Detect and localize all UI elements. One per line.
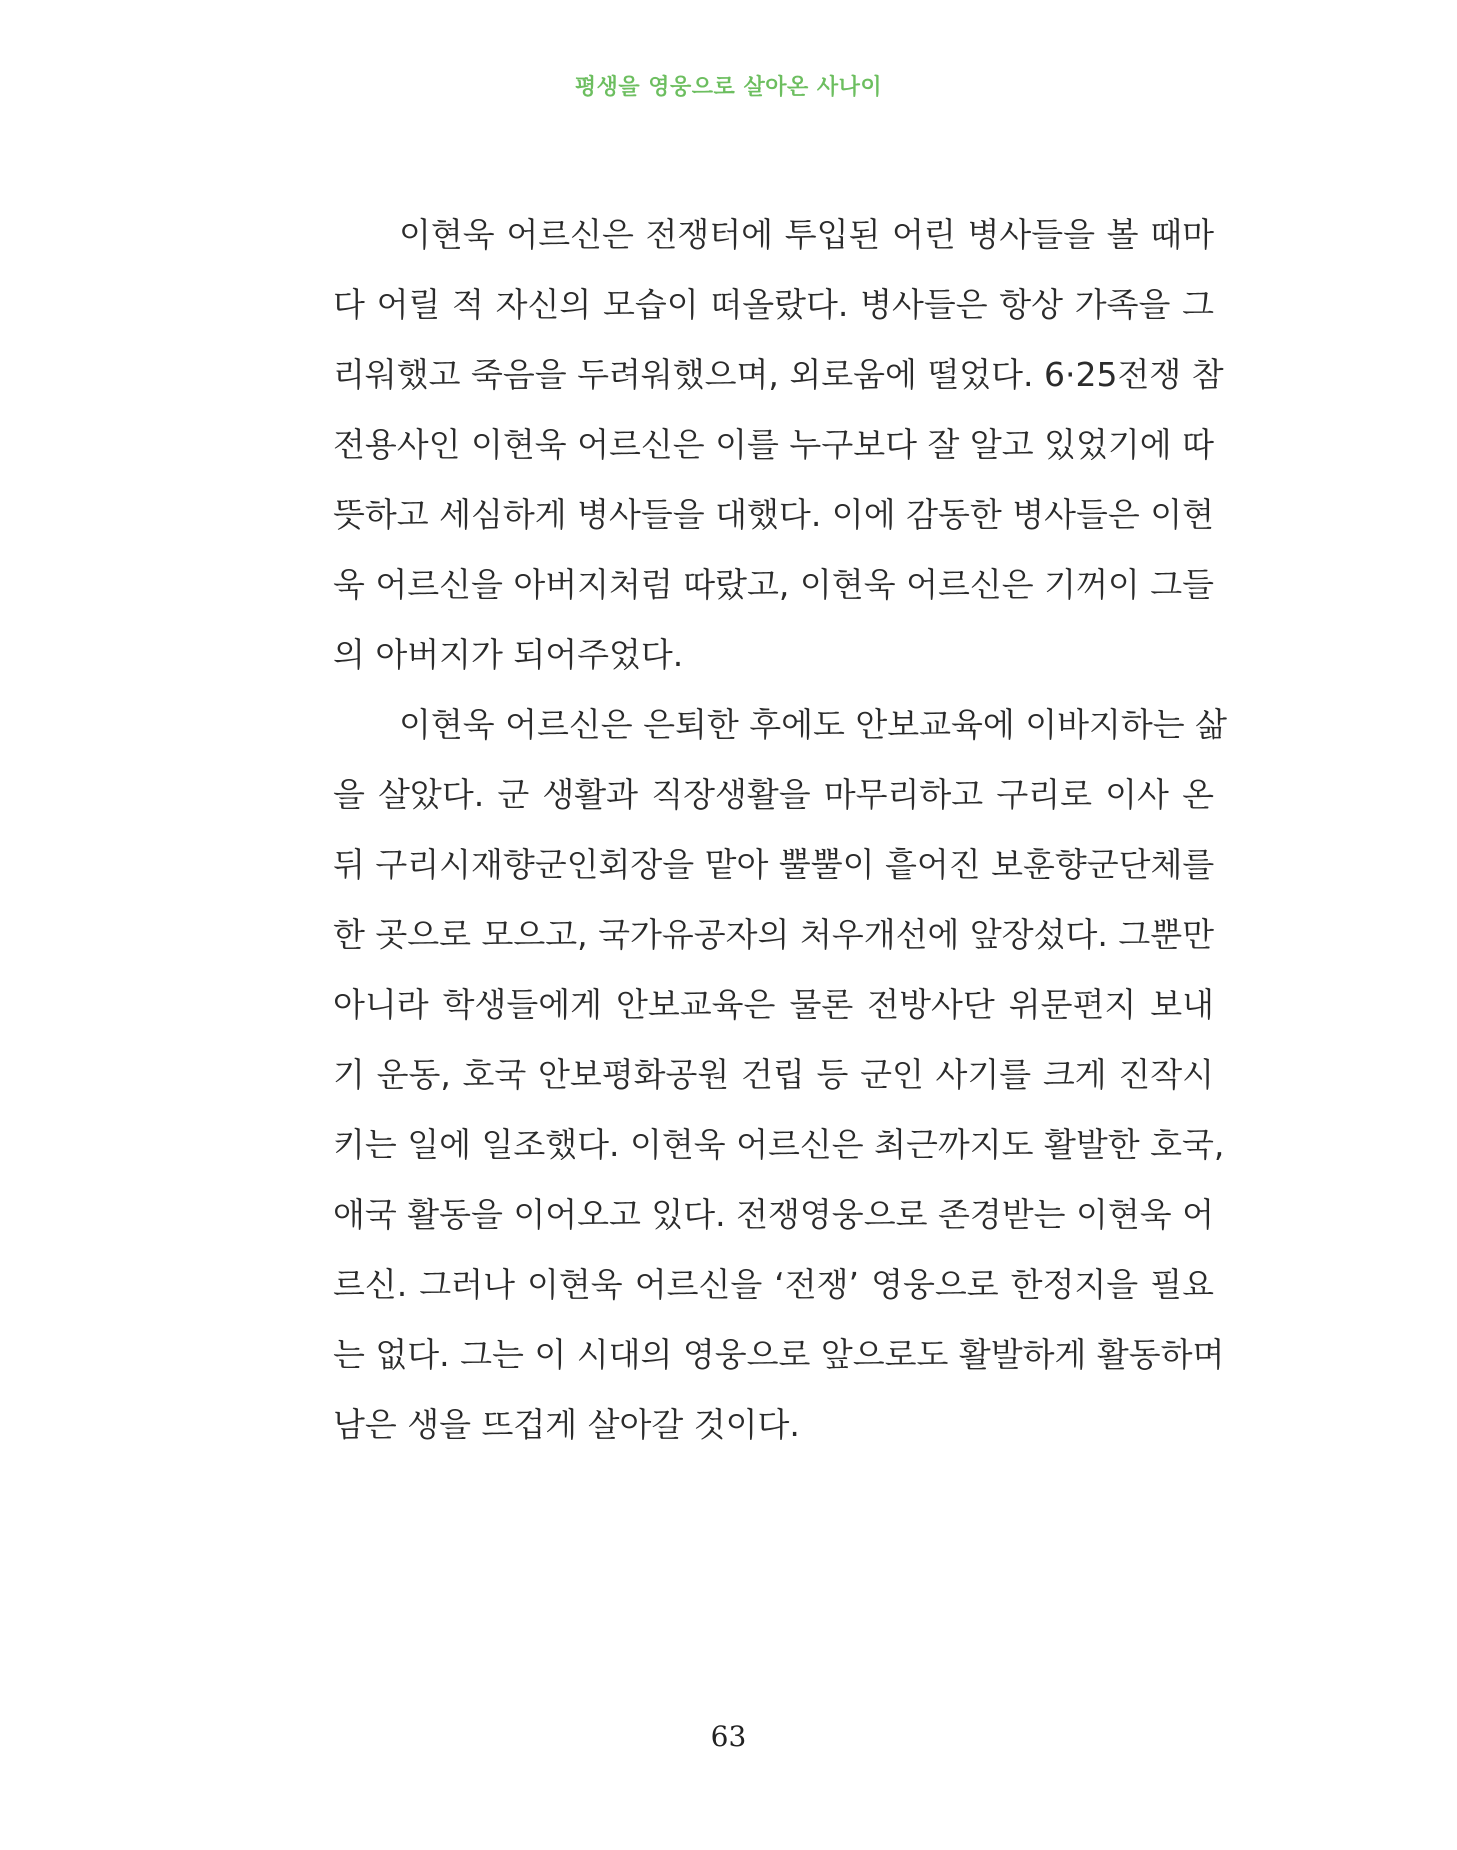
- text-line: 이현욱 어르신은 전쟁터에 투입된 어린 병사들을 볼 때마: [399, 215, 1214, 254]
- page-number: 63: [710, 1720, 747, 1753]
- text-line: 을 살았다. 군 생활과 직장생활을 마무리하고 구리로 이사 온: [333, 775, 1214, 814]
- text-line: 뜻하고 세심하게 병사들을 대했다. 이에 감동한 병사들은 이현: [333, 495, 1214, 534]
- text-line: 는 없다. 그는 이 시대의 영웅으로 앞으로도 활발하게 활동하며: [333, 1335, 1225, 1374]
- text-line: 욱 어르신을 아버지처럼 따랐고, 이현욱 어르신은 기꺼이 그들: [333, 565, 1214, 604]
- text-line: 다 어릴 적 자신의 모습이 떠올랐다. 병사들은 항상 가족을 그: [333, 285, 1214, 324]
- text-line: 르신. 그러나 이현욱 어르신을 ‘전쟁’ 영웅으로 한정지을 필요: [333, 1265, 1214, 1304]
- paragraph: [333, 200, 1224, 690]
- text-line: 이현욱 어르신은 은퇴한 후에도 안보교육에 이바지하는 삶: [399, 705, 1228, 744]
- paragraph: [333, 690, 1228, 1460]
- text-line: 리워했고 죽음을 두려워했으며, 외로움에 떨었다. 6·25전쟁 참: [333, 355, 1224, 394]
- text-line: 기 운동, 호국 안보평화공원 건립 등 군인 사기를 크게 진작시: [333, 1055, 1214, 1094]
- text-line: 아니라 학생들에게 안보교육은 물론 전방사단 위문편지 보내: [333, 985, 1214, 1024]
- text-line: 남은 생을 뜨겁게 살아갈 것이다.: [333, 1405, 800, 1444]
- text-line: 애국 활동을 이어오고 있다. 전쟁영웅으로 존경받는 이현욱 어: [333, 1195, 1214, 1234]
- page-body: [333, 200, 1228, 1460]
- text-line: 뒤 구리시재향군인회장을 맡아 뿔뿔이 흩어진 보훈향군단체를: [333, 845, 1215, 884]
- text-line: 의 아버지가 되어주었다.: [333, 635, 684, 674]
- text-line: 키는 일에 일조했다. 이현욱 어르신은 최근까지도 활발한 호국,: [333, 1125, 1225, 1164]
- text-line: 전용사인 이현욱 어르신은 이를 누구보다 잘 알고 있었기에 따: [333, 425, 1214, 464]
- running-header-title: 평생을 영웅으로 살아온 사나이: [574, 75, 883, 100]
- text-line: 한 곳으로 모으고, 국가유공자의 처우개선에 앞장섰다. 그뿐만: [333, 915, 1214, 954]
